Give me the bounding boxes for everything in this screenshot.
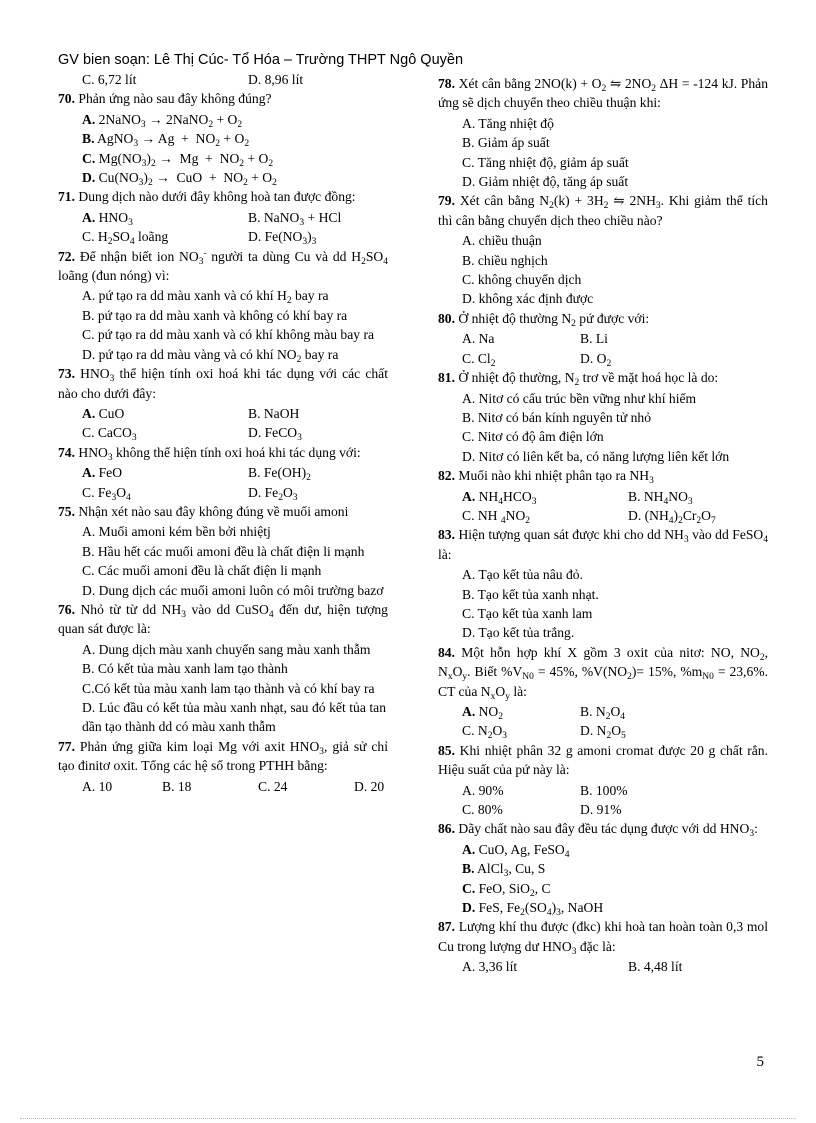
option-b: B. $N_2O_4$ xyxy=(580,704,626,722)
question-80: 80. Ở nhiệt độ thường $N_2$ pứ được với: xyxy=(438,310,650,329)
option-row xyxy=(438,329,768,348)
option-c: C. 24 xyxy=(258,778,288,794)
option-c: C. $Cl_2$ xyxy=(462,350,496,369)
option-b: B. AlCl$_3$, Cu, S xyxy=(462,861,546,880)
question-71: 71. Dung dịch nào dưới đây không hoà tan được đồng: xyxy=(58,189,356,205)
option-c: C. Các muối amoni đều là chất điện li mạnh xyxy=(82,563,322,579)
option-a: A. CuO, Ag, FeSO$_4$ xyxy=(462,841,570,860)
question-73: 73. $HNO_3$ thể hiện tính oxi hoá khi tác dụng với các chất nào cho dưới đây: xyxy=(58,366,388,401)
question-77: 77. Phản ứng giữa kim loại Mg với axit $HNO_3$, giả sử chỉ tạo đinitơ oxit. Tổng các hệ số trong PTHH bằng: xyxy=(58,738,388,774)
option-d: D. FeCO$_3$ xyxy=(248,425,302,444)
option-c: C. Nitơ có độ âm điện lớn xyxy=(462,429,604,445)
option-d: D. 8,96 lít xyxy=(248,72,304,87)
option-row xyxy=(438,506,768,525)
option-c: C. pứ tạo ra dd màu xanh và có khí không màu bay ra xyxy=(82,327,375,343)
option-row xyxy=(58,463,388,482)
option-d: D. $O_2$ xyxy=(580,350,612,369)
option-d: D. $N_2O_5$ xyxy=(580,723,626,742)
option-d: D. Lúc đầu có kết tủa màu xanh nhạt, sau đó kết tủa tan dần tạo thành dd có màu xanh thẫm xyxy=(82,700,386,735)
option-d: D. 20 xyxy=(354,778,385,794)
option-c: C. 6,72 lít xyxy=(82,72,137,87)
question-81: 81. Ở nhiệt độ thường, $N_2$ trơ về mặt hoá học là do: xyxy=(438,370,719,389)
option-a: A. $HNO_3$ xyxy=(82,209,133,228)
question-76: 76. Nhỏ từ từ dd $NH_3$ vào dd CuSO$_4$ đến dư, hiện tượng quan sát được là: xyxy=(58,601,388,637)
option-d: D. $(NH_4)_2Cr_2O_7$ xyxy=(628,507,716,526)
option-d: D. $Fe_2O_3$ xyxy=(248,484,298,503)
page-header: GV bien soạn: Lê Thị Cúc- Tổ Hóa – Trường THPT Ngô Quyền xyxy=(58,52,464,68)
question-78: 78. Xét cân bằng $2NO(k) + O_2$ ⇋ $2NO_2$ ΔH = -124 kJ. Phản ứng sẽ dịch chuyển theo chiều thuận khi: xyxy=(438,76,768,111)
option-c: C. $Fe_3O_4$ xyxy=(82,484,131,503)
option-a: A. CuO xyxy=(82,405,125,421)
page-bottom-divider xyxy=(20,1118,796,1119)
option-a: A. Dung dịch màu xanh chuyển sang màu xanh thẫm xyxy=(82,641,371,657)
option-d: D. Dung dịch các muối amoni luôn có môi trường bazơ xyxy=(82,582,384,598)
option-a: A. Nitơ có cấu trúc bền vững như khí hiếm xyxy=(462,390,697,406)
option-c: C. Tăng nhiệt độ, giảm áp suất xyxy=(462,154,629,170)
option-c: C. CaCO$_3$ xyxy=(82,425,137,444)
option-b: B. Tạo kết tủa xanh nhạt. xyxy=(462,586,599,602)
option-row xyxy=(438,800,768,819)
question-70: 70. Phản ứng nào sau đây không đúng? xyxy=(58,91,272,107)
question-74: 74. $HNO_3$ không thể hiện tính oxi hoá khi tác dụng với: xyxy=(58,444,361,463)
option-b: B. 100% xyxy=(580,782,628,798)
option-d: D. 91% xyxy=(580,802,622,818)
option-c: C. 80% xyxy=(462,802,503,818)
option-b: B. Li xyxy=(580,331,608,347)
question-82: 82. Muối nào khi nhiệt phân tạo ra $NH_3$ xyxy=(438,468,654,487)
question-75: 75. Nhận xét nào sau đây không đúng về muối amoni xyxy=(58,503,349,519)
page-number: 5 xyxy=(756,1054,764,1070)
option-b: B. pứ tạo ra dd màu xanh và không có khí bay ra xyxy=(82,307,348,323)
option-a: A. $NH_4HCO_3$ xyxy=(462,488,537,507)
option-row xyxy=(58,208,388,227)
option-c: C. NH $_4NO_2$ xyxy=(462,507,531,526)
option-b: B. 4,48 lít xyxy=(628,959,683,975)
right-column xyxy=(438,74,768,977)
option-d: D. Giảm nhiệt độ, tăng áp suất xyxy=(462,174,629,190)
option-row xyxy=(58,777,388,796)
option-b: B. AgNO$_3$ → $Ag + NO_2 + O_2$ xyxy=(82,131,250,150)
option-row xyxy=(438,487,768,506)
option-a: A. chiều thuận xyxy=(462,233,542,249)
option-row xyxy=(438,349,768,368)
option-c: C. $H_2SO_4$ loãng xyxy=(82,229,169,248)
option-a: A. pứ tạo ra dd màu xanh và có khí $H_2$ bay ra xyxy=(82,288,329,307)
option-b: B. NaOH xyxy=(248,405,300,421)
option-a: A. 2NaNO$_3$ → 2NaNO$_2$ + $O_2$ xyxy=(82,111,243,130)
option-c: C. Tạo kết tủa xanh lam xyxy=(462,605,593,621)
option-d: D. $Cu(NO_3)_2$ → CuO + $NO_2 + O_2$ xyxy=(82,170,277,189)
option-c: C. $Mg(NO_3)_2 \to Mg + NO_2 + O_2$ xyxy=(82,150,274,169)
option-row xyxy=(58,404,388,423)
option-d: D. FeS, $Fe_2(SO_4)_3$, NaOH xyxy=(462,900,604,919)
option-a: A. Muối amoni kém bền bởi nhiệtj xyxy=(82,524,271,540)
option-b: B. Có kết tủa màu xanh lam tạo thành xyxy=(82,661,288,677)
option-a: A. 10 xyxy=(82,778,113,794)
option-b: B. Hầu hết các muối amoni đều là chất điện li mạnh xyxy=(82,543,365,559)
option-b: B. Giảm áp suất xyxy=(462,135,550,151)
option-row xyxy=(58,227,388,246)
left-column xyxy=(58,70,388,796)
option-row xyxy=(438,957,768,976)
option-a: A. 90% xyxy=(462,782,504,798)
option-d: D. Tạo kết tủa trắng. xyxy=(462,625,575,641)
option-row xyxy=(438,721,768,740)
option-d: D. không xác định được xyxy=(462,291,594,307)
option-a: A. Na xyxy=(462,331,495,347)
option-row xyxy=(58,423,388,442)
option-d: D. $Fe(NO_3)_3$ xyxy=(248,229,317,248)
option-d: D. pứ tạo ra dd màu vàng và có khí $NO_2$ bay ra xyxy=(82,346,339,365)
option-c: C. FeO, SiO$_2$, C xyxy=(462,880,551,899)
option-b: B. Nitơ có bán kính nguyên tử nhỏ xyxy=(462,409,651,425)
option-b: B. 18 xyxy=(162,778,192,794)
question-86: 86. Dãy chất nào sau đây đều tác dụng được với dd $HNO_3$: xyxy=(438,821,758,840)
question-84: 84. Một hỗn hợp khí X gồm 3 oxit của nitơ: NO, $NO_2$, $N_xO_y$. Biết $\%V_{N0} = 45\%$, $\%V(NO_2)= 15\%$, $\%m_{N0} = 23,6\%$. CT của $N_xO_y$ là: xyxy=(438,644,768,702)
option-b: B. NaNO$_3$ + HCl xyxy=(248,209,342,228)
question-87: 87. Lượng khí thu được (đkc) khi hoà tan hoàn toàn 0,3 mol Cu trong lượng dư $HNO_3$ đặc là: xyxy=(438,919,768,957)
question-83: 83. Hiện tượng quan sát được khi cho dd $NH_3$ vào dd FeSO$_4$ là: xyxy=(438,527,768,562)
option-a: A. Tạo kết tủa nâu đỏ. xyxy=(462,567,583,583)
option-b: B. $NH_4NO_3$ xyxy=(628,488,693,507)
option-a: A. Tăng nhiệt độ xyxy=(462,115,554,131)
option-row xyxy=(58,70,388,89)
question-72: 72. Để nhận biết ion $NO_3^-$ người ta dùng Cu và dd $H_2SO_4$ loãng (đun nóng) vì: xyxy=(58,247,388,284)
option-a: A. FeO xyxy=(82,465,123,481)
option-c: C.Có kết tủa màu xanh lam tạo thành và có khí bay ra xyxy=(82,680,375,696)
option-a: A. $NO_2$ xyxy=(462,704,504,722)
option-row xyxy=(58,483,388,502)
option-d: D. Nitơ có liên kết ba, có năng lượng liên kết lớn xyxy=(462,448,730,464)
option-row xyxy=(438,781,768,800)
question-85: 85. Khi nhiệt phân 32 g amoni cromat được 20 g chất rắn. Hiệu suất của pứ này là: xyxy=(438,742,768,778)
option-row xyxy=(438,702,768,721)
option-c: C. không chuyển dịch xyxy=(462,272,582,288)
option-a: A. 3,36 lít xyxy=(462,959,518,975)
question-79: 79. Xét cân bằng $N_2(k) + 3H_2$ ⇋ $2NH_3$. Khi giảm thể tích thì cân bằng chuyển dịch theo chiều nào? xyxy=(438,193,768,228)
option-c: C. $N_2O_3$ xyxy=(462,723,508,742)
option-b: B. chiều nghịch xyxy=(462,252,548,268)
option-b: B. $Fe(OH)_2$ xyxy=(248,465,311,484)
